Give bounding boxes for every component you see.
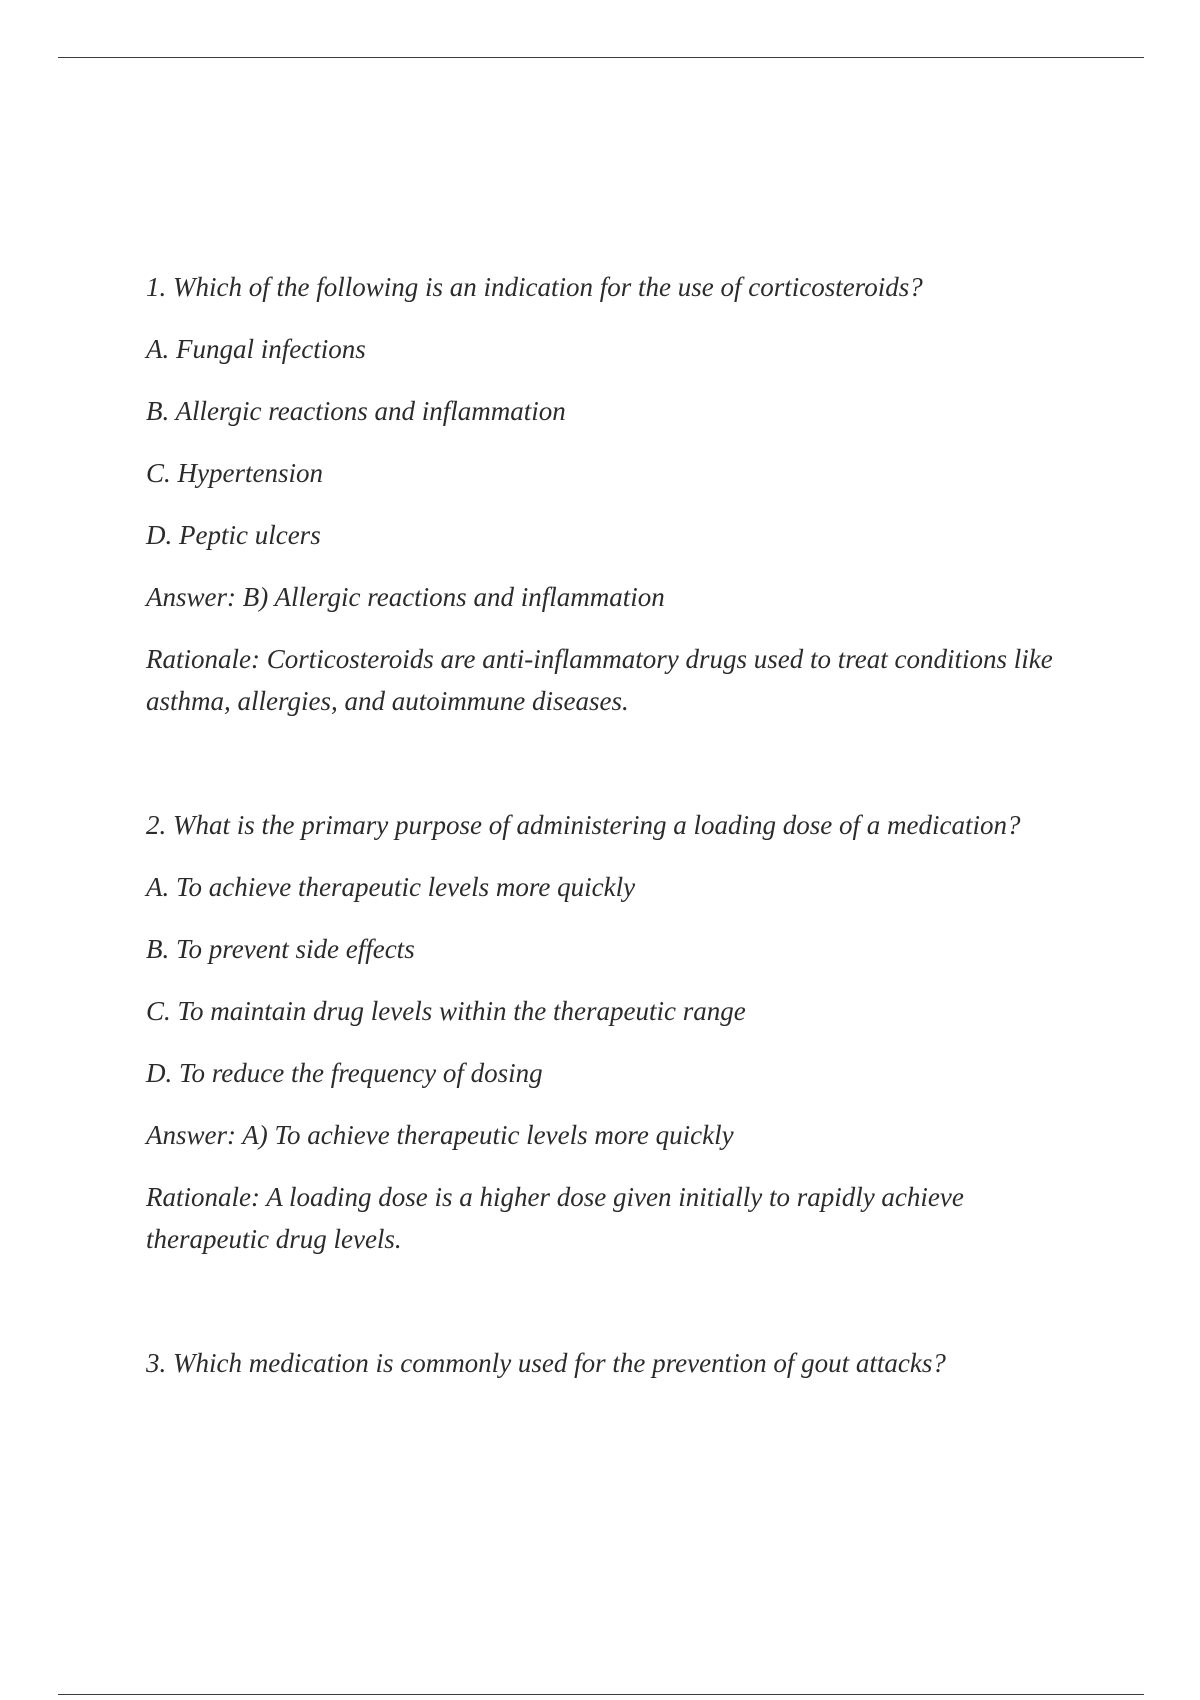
question-text: 1. Which of the following is an indication for the use of corticosteroids? <box>146 272 923 302</box>
option-b: B. Allergic reactions and inflammation <box>146 396 566 426</box>
question-text: 3. Which medication is commonly used for the prevention of gout attacks? <box>146 1348 946 1378</box>
option-c: C. Hypertension <box>146 458 323 488</box>
header-rule <box>58 57 1144 58</box>
rationale-text: Rationale: A loading dose is a higher dose given initially to rapidly achieve therapeutic drug levels. <box>146 1182 964 1254</box>
rationale-text: Rationale: Corticosteroids are anti-inflammatory drugs used to treat conditions like asthma, allergies, and autoimmune diseases. <box>146 644 1053 716</box>
footer-rule <box>58 1694 1144 1695</box>
question-block <box>146 266 1076 722</box>
option-d: D. Peptic ulcers <box>146 520 321 550</box>
option-a: A. Fungal infections <box>146 334 366 364</box>
spacer <box>146 742 1076 804</box>
document-body <box>146 266 1076 1404</box>
question-block <box>146 1342 1076 1384</box>
spacer <box>146 1280 1076 1342</box>
answer-text: Answer: A) To achieve therapeutic levels more quickly <box>146 1120 734 1150</box>
option-a: A. To achieve therapeutic levels more quickly <box>146 872 636 902</box>
question-block <box>146 804 1076 1260</box>
option-b: B. To prevent side effects <box>146 934 415 964</box>
answer-text: Answer: B) Allergic reactions and inflammation <box>146 582 665 612</box>
option-d: D. To reduce the frequency of dosing <box>146 1058 543 1088</box>
question-text: 2. What is the primary purpose of administering a loading dose of a medication? <box>146 810 1021 840</box>
option-c: C. To maintain drug levels within the therapeutic range <box>146 996 746 1026</box>
